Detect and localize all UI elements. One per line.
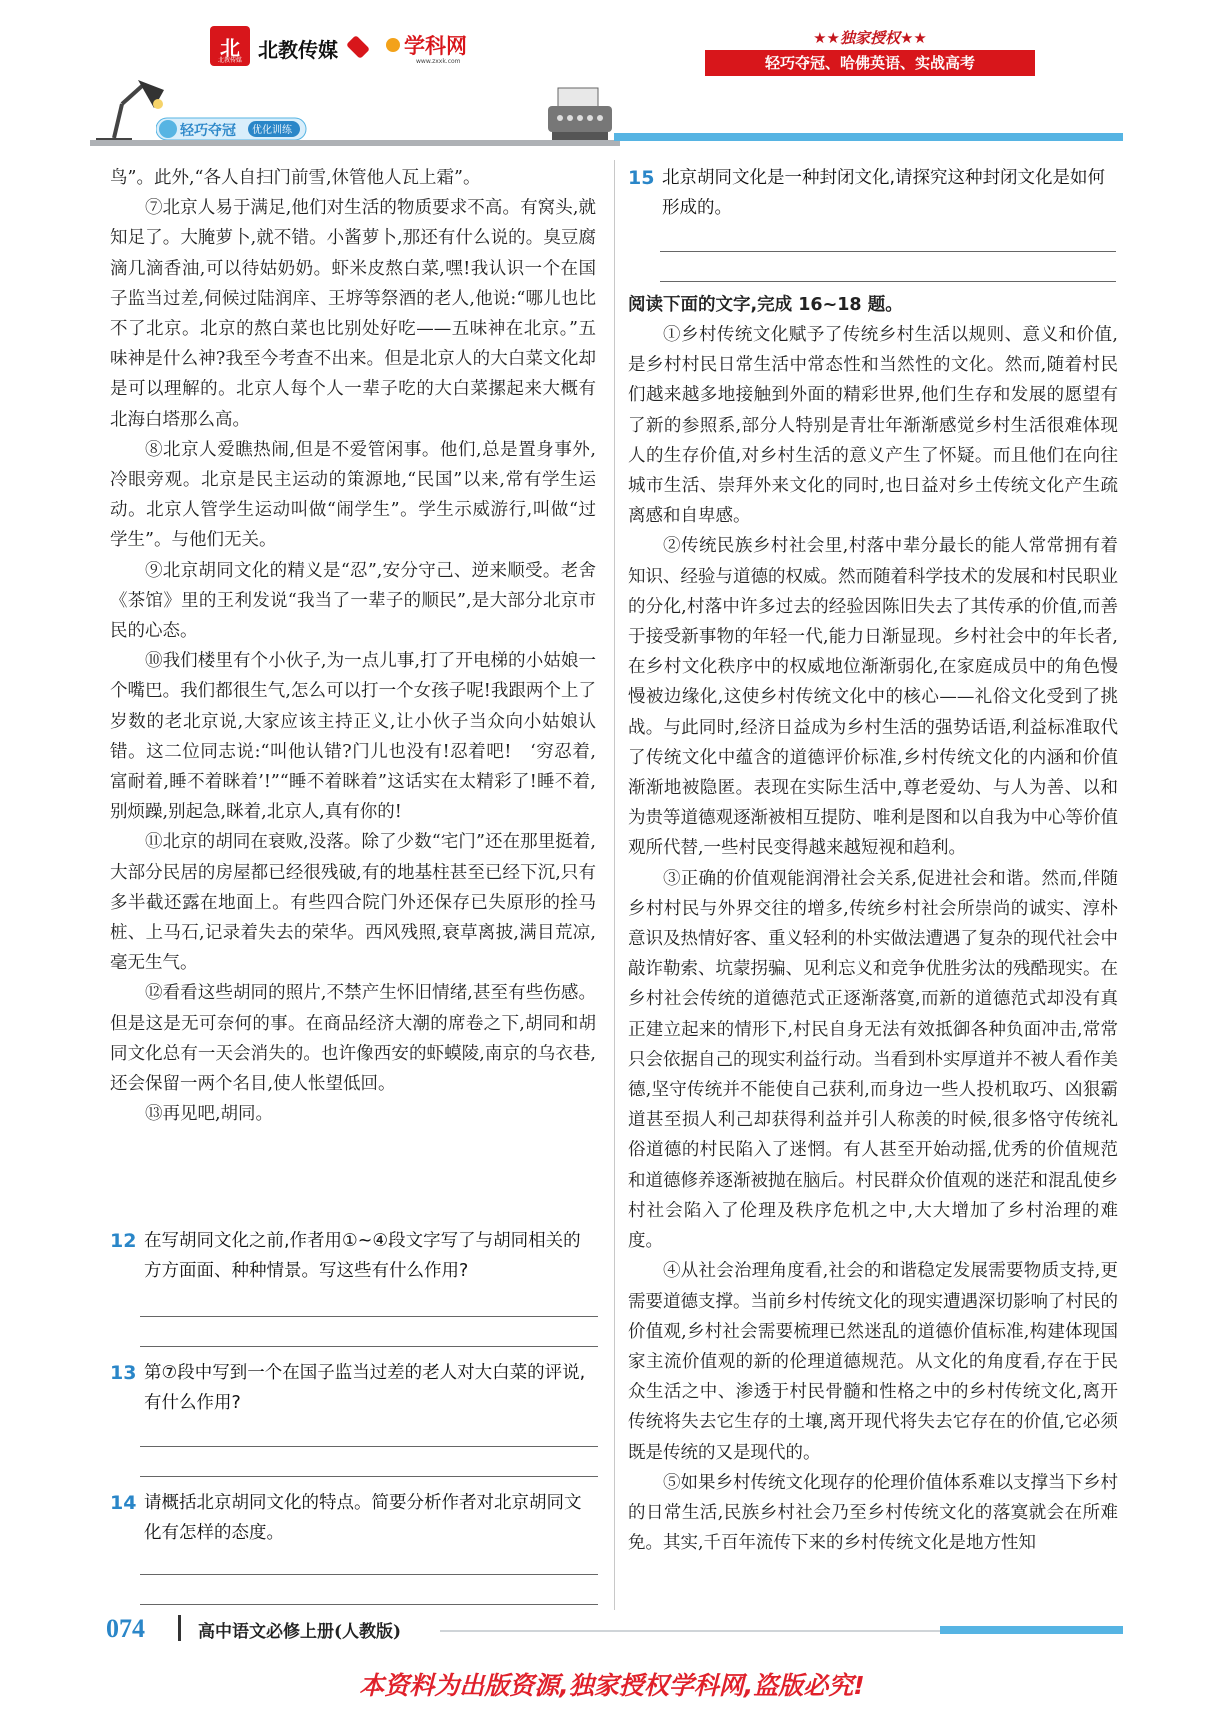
series-banner xyxy=(156,116,316,142)
paragraph: ①乡村传统文化赋予了传统乡村生活以规则、意义和价值,是乡村村民日常生活中常态性和当然性的文化。然而,随着村民们越来越多地接触到外面的精彩世界,他们生存和发展的愿望有了新的参照系,部分人特别是青壮年渐渐感觉乡村生活很难体现人的生存价值,对乡村生活的意义产生了怀疑。而且他们在向往城市生活、崇拜外来文化的同时,也日益对乡土传统文化产生疏离感和自卑感。 xyxy=(628,325,1118,527)
footer-line xyxy=(440,1630,940,1632)
question-number: 14 xyxy=(110,1492,137,1514)
question-12 xyxy=(110,1226,598,1286)
page-number: 074 xyxy=(106,1614,145,1643)
question-15 xyxy=(628,163,1118,223)
paragraph: ⑨北京胡同文化的精义是“忍”,安分守己、逆来顺受。老舍《茶馆》里的王利发说“我当了一辈子的顺民”,是大部分北京市民的心态。 xyxy=(110,560,596,642)
right-column-text xyxy=(628,320,1118,1558)
paragraph: ⑬再见吧,胡同。 xyxy=(145,1104,274,1125)
auth-badge xyxy=(705,26,1035,82)
auth-slogan: 轻巧夺冠、哈佛英语、实战高考 xyxy=(705,50,1035,76)
answer-line[interactable] xyxy=(140,1316,598,1317)
series-sub: 优化训练 xyxy=(252,125,292,136)
answer-line[interactable] xyxy=(140,1446,598,1447)
copyright-notice: 本资料为出版资源,独家授权学科网,盗版必究! xyxy=(359,1671,865,1700)
answer-line[interactable] xyxy=(660,281,1116,282)
paragraph: 鸟”。此外,“各人自扫门前雪,休管他人瓦上霜”。 xyxy=(110,168,481,188)
column-divider xyxy=(614,160,615,1610)
answer-line[interactable] xyxy=(140,1604,598,1605)
publisher-logo-glyph: 北 xyxy=(220,35,240,60)
partner-url: www.zxxk.com xyxy=(416,58,461,65)
paragraph: ⑪北京的胡同在衰败,没落。除了少数“宅门”还在那里挺着,大部分民居的房屋都已经很残破,有的地基柱甚至已经下沉,只有多半截还露在地面上。有些四合院门外还保存已失原形的拴马桩、上马石,记录着失去的荣华。西风残照,衰草离披,满目荒凉,毫无生气。 xyxy=(110,832,596,974)
question-text: 请概括北京胡同文化的特点。简要分析作者对北京胡同文化有怎样的态度。 xyxy=(144,1493,582,1543)
paragraph: ⑩我们楼里有个小伙子,为一点儿事,打了开电梯的小姑娘一个嘴巴。我们都很生气,怎么可以打一个女孩子呢!我跟两个上了岁数的老北京说,大家应该主持正义,让小伙子当众向小姑娘认错。这二位同志说:“叫他认错?门儿也没有!忍着吧! ‘穷忍着,富耐着,睡不着眯着’!”“睡不着眯着”这话实在太精彩了!睡不着,别烦躁,别起急,眯着,北京人,真有你的! xyxy=(110,651,596,823)
question-14 xyxy=(110,1488,598,1548)
paragraph: ④从社会治理角度看,社会的和谐稳定发展需要物质支持,更需要道德支撑。当前乡村传统文化的现实遭遇深切影响了村民的价值观,乡村社会需要梳理已然迷乱的道德价值标准,构建体现国家主流价值观的新的伦理道德规范。从文化的角度看,存在于民众生活之中、渗透于村民骨髓和性格之中的乡村传统文化,离开传统将失去它生存的土壤,离开现代将失去它存在的价值,它必须既是传统的又是现代的。 xyxy=(628,1261,1118,1463)
publisher-logo-small: 北教传媒 xyxy=(217,57,242,64)
question-number: 13 xyxy=(110,1362,137,1384)
partner-name: 学科网 xyxy=(404,34,467,58)
paragraph: ⑧北京人爱瞧热闹,但是不爱管闲事。他们,总是置身事外,冷眼旁观。北京是民主运动的策源地,“民国”以来,常有学生运动。北京人管学生运动叫做“闹学生”。学生示威游行,叫做“过学生”。与他们无关。 xyxy=(110,439,596,551)
publisher-name: 北教传媒 xyxy=(258,38,338,62)
answer-line[interactable] xyxy=(140,1476,598,1477)
publisher-logo xyxy=(210,26,250,66)
paragraph: ⑤如果乡村传统文化现存的伦理价值体系难以支撑当下乡村的日常生活,民族乡村社会乃至乡村传统文化的落寞就会在所难免。其实,千百年流传下来的乡村传统文化是地方性知 xyxy=(628,1472,1118,1554)
auth-title: ★★独家授权★★ xyxy=(705,26,1035,50)
series-label: 轻巧夺冠 xyxy=(180,123,236,139)
question-number: 12 xyxy=(110,1230,137,1252)
question-text: 第⑦段中写到一个在国子监当过差的老人对大白菜的评说,有什么作用? xyxy=(144,1363,586,1413)
answer-line[interactable] xyxy=(660,251,1116,252)
reading-heading: 阅读下面的文字,完成 16~18 题。 xyxy=(628,295,903,315)
footer-separator xyxy=(178,1615,181,1641)
handshake-icon xyxy=(346,35,370,59)
header-divider-blue xyxy=(614,133,1123,141)
answer-line[interactable] xyxy=(140,1346,598,1347)
paragraph: ⑫看看这些胡同的照片,不禁产生怀旧情绪,甚至有些伤感。但是这是无可奈何的事。在商品经济大潮的席卷之下,胡同和胡同文化总有一天会消失的。也许像西安的虾蟆陵,南京的乌衣巷,还会保留一两个名目,使人怅望低回。 xyxy=(110,983,596,1095)
question-text: 在写胡同文化之前,作者用①~④段文字写了与胡同相关的方方面面、种种情景。写这些有什么作用? xyxy=(144,1231,581,1281)
question-13 xyxy=(110,1358,598,1418)
question-text: 北京胡同文化是一种封闭文化,请探究这种封闭文化是如何形成的。 xyxy=(662,168,1106,218)
header-divider-gray xyxy=(90,140,620,146)
footer-accent-bar xyxy=(940,1626,1123,1634)
left-column-text xyxy=(110,163,596,1130)
partner-logo-icon xyxy=(386,38,400,52)
book-title: 高中语文必修上册(人教版) xyxy=(198,1622,402,1642)
paragraph: ②传统民族乡村社会里,村落中辈分最长的能人常常拥有着知识、经验与道德的权威。然而随着科学技术的发展和村民职业的分化,村落中许多过去的经验因陈旧失去了其传承的价值,而善于接受新事物的年轻一代,能力日渐显现。乡村社会中的年长者,在乡村文化秩序中的权威地位渐渐弱化,在家庭成员中的角色慢慢被边缘化,这使乡村传统文化中的核心——礼俗文化受到了挑战。与此同时,经济日益成为乡村生活的强势话语,利益标准取代了传统文化中蕴含的道德评价标准,乡村传统文化的内涵和价值渐渐地被隐匿。表现在实际生活中,尊老爱幼、与人为善、以和为贵等道德观逐渐被相互提防、唯利是图和以自我为中心等价值观所代替,一些村民变得越来越短视和趋利。 xyxy=(628,536,1118,859)
question-number: 15 xyxy=(628,167,655,189)
answer-line[interactable] xyxy=(140,1574,598,1575)
paragraph: ⑦北京人易于满足,他们对生活的物质要求不高。有窝头,就知足了。大腌萝卜,就不错。小酱萝卜,那还有什么说的。臭豆腐滴几滴香油,可以待姑奶奶。虾米皮熬白菜,嘿!我认识一个在国子监当过差,伺候过陆润庠、王垿等祭酒的老人,他说:“哪儿也比不了北京。北京的熬白菜也比别处好吃——五味神在北京。”五味神是什么神?我至今考查不出来。但是北京人的大白菜文化却是可以理解的。北京人每个人一辈子吃的大白菜摞起来大概有北海白塔那么高。 xyxy=(110,198,596,430)
paragraph: ③正确的价值观能润滑社会关系,促进社会和谐。然而,伴随乡村村民与外界交往的增多,传统乡村社会所崇尚的诚实、淳朴意识及热情好客、重义轻利的朴实做法遭遇了复杂的现代社会中敲诈勒索、坑蒙拐骗、见利忘义和竞争优胜劣汰的残酷现实。在乡村社会传统的道德范式正逐渐落寞,而新的道德范式却没有真正建立起来的情形下,村民自身无法有效抵御各种负面冲击,常常只会依据自己的现实利益行动。当看到朴实厚道并不被人看作美德,坚守传统并不能使自己获利,而身边一些人投机取巧、凶狠霸道甚至损人利己却获得利益并引人称羡的时候,很多恪守传统礼俗道德的村民陷入了迷惘。有人甚至开始动摇,优秀的价值规范和道德修养逐渐被抛在脑后。村民群众价值观的迷茫和混乱使乡村社会陷入了伦理及秩序危机之中,大大增加了乡村治理的难度。 xyxy=(628,868,1118,1252)
